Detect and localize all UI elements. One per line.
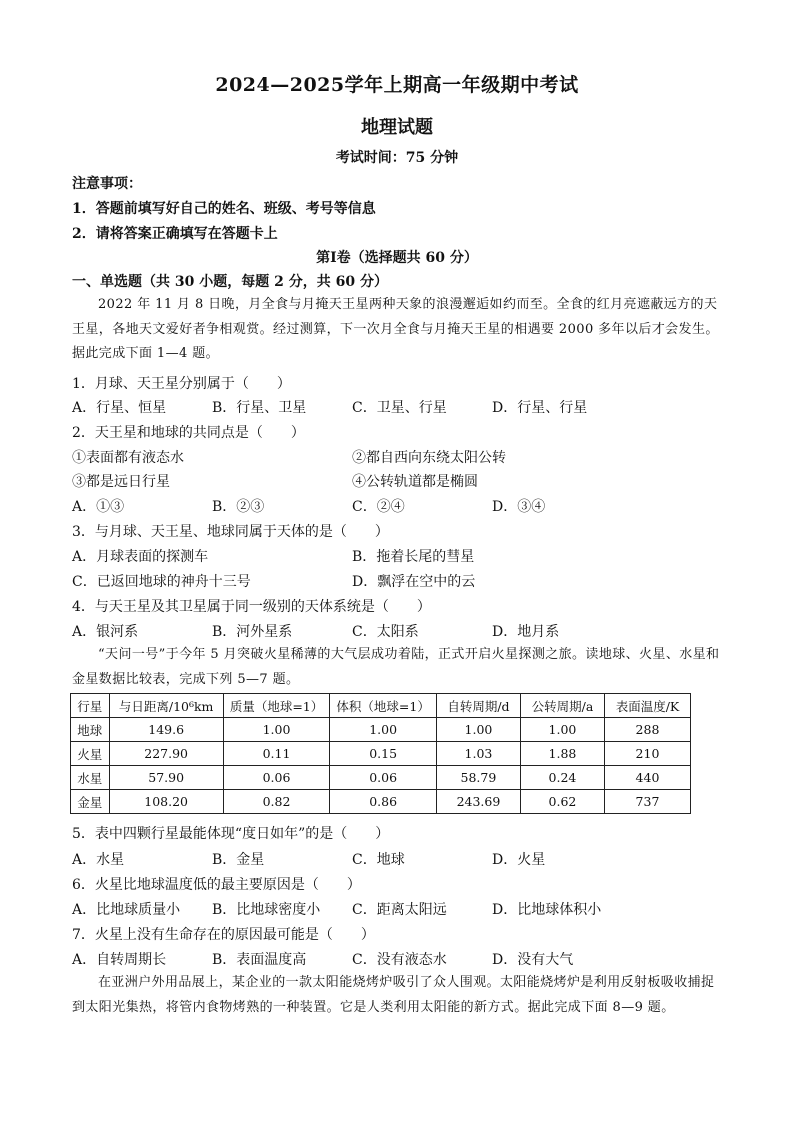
q1-option-d: D．行星、行星 <box>492 400 588 416</box>
table-row <box>71 790 691 814</box>
q2-statement-3: ③都是远日行星 <box>72 474 170 490</box>
question-6: 6．火星比地球温度低的最主要原因是（ ） <box>72 877 361 893</box>
question-3: 3．与月球、天王星、地球同属于天体的是（ ） <box>72 524 389 540</box>
q4-option-b: B．河外星系 <box>212 624 293 640</box>
table-cell: 0.86 <box>330 790 437 814</box>
q2-option-b: B．②③ <box>212 499 265 515</box>
q7-option-b: B．表面温度高 <box>212 952 307 968</box>
table-cell: 737 <box>604 790 690 814</box>
subject-title: 地理试题 <box>361 117 433 138</box>
table-cell: 57.90 <box>109 766 223 790</box>
question-5: 5．表中四颗行星最能体现“度日如年”的是（ ） <box>72 826 390 842</box>
table-cell: 1.00 <box>330 718 437 742</box>
q2-option-a: A．①③ <box>72 499 125 515</box>
table-cell: 1.00 <box>223 718 330 742</box>
table-cell: 288 <box>604 718 690 742</box>
table-header-cell: 质量（地球=1） <box>223 694 330 718</box>
q5-option-c: C．地球 <box>352 852 405 868</box>
q7-option-a: A．自转周期长 <box>72 952 167 968</box>
q1-option-a: A．行星、恒星 <box>72 400 167 416</box>
section-heading: 一、单选题（共 30 小题，每题 2 分，共 60 分） <box>72 274 388 290</box>
table-cell: 水星 <box>71 766 110 790</box>
q6-option-d: D．比地球体积小 <box>492 902 602 918</box>
q2-statement-1: ①表面都有液态水 <box>72 450 184 466</box>
q1-option-b: B．行星、卫星 <box>212 400 307 416</box>
q7-option-c: C．没有液态水 <box>352 952 447 968</box>
q5-option-a: A．水星 <box>72 852 125 868</box>
table-header-cell: 公转周期/a <box>520 694 604 718</box>
table-cell: 243.69 <box>436 790 520 814</box>
q2-statement-4: ④公转轨道都是椭圆 <box>352 474 478 490</box>
q2-option-c: C．②④ <box>352 499 405 515</box>
q3-option-b: B．拖着长尾的彗星 <box>352 549 475 565</box>
table-cell: 0.06 <box>223 766 330 790</box>
table-cell: 149.6 <box>109 718 223 742</box>
table-cell: 1.00 <box>436 718 520 742</box>
table-header-cell: 表面温度/K <box>604 694 690 718</box>
table-cell: 地球 <box>71 718 110 742</box>
table-header-cell: 体积（地球=1） <box>330 694 437 718</box>
table-cell: 0.11 <box>223 742 330 766</box>
passage-2: “天问一号”于今年 5 月突破火星稀薄的大气层成功着陆，正式开启火星探测之旅。读地球、火星、水星和金星数据比较表，完成下列 5—7 题。 <box>72 647 720 687</box>
q4-option-d: D．地月系 <box>492 624 560 640</box>
q2-option-d: D．③④ <box>492 499 546 515</box>
question-2: 2．天王星和地球的共同点是（ ） <box>72 425 305 441</box>
table-row <box>71 718 691 742</box>
q3-option-a: A．月球表面的探测车 <box>72 549 209 565</box>
table-cell: 210 <box>604 742 690 766</box>
table-cell: 0.82 <box>223 790 330 814</box>
q4-option-c: C．太阳系 <box>352 624 419 640</box>
q6-option-a: A．比地球质量小 <box>72 902 181 918</box>
q1-option-c: C．卫星、行星 <box>352 400 447 416</box>
table-cell: 火星 <box>71 742 110 766</box>
table-cell: 0.06 <box>330 766 437 790</box>
q5-option-b: B．金星 <box>212 852 265 868</box>
question-4: 4．与天王星及其卫星属于同一级别的天体系统是（ ） <box>72 599 431 615</box>
table-cell: 440 <box>604 766 690 790</box>
notes-heading: 注意事项： <box>72 176 142 192</box>
q5-option-d: D．火星 <box>492 852 546 868</box>
note-item-2: 2．请将答案正确填写在答题卡上 <box>72 226 278 242</box>
table-cell: 0.15 <box>330 742 437 766</box>
table-cell: 金星 <box>71 790 110 814</box>
planet-data-table <box>70 693 691 814</box>
table-cell: 227.90 <box>109 742 223 766</box>
table-cell: 1.03 <box>436 742 520 766</box>
passage-3: 在亚洲户外用品展上，某企业的一款太阳能烧烤炉吸引了众人围观。太阳能烧烤炉是利用反射板吸收捕捉到太阳光集热，将管内食物烤熟的一种装置。它是人类利用太阳能的新方式。据此完成下面 8—9 题。 <box>72 975 715 1015</box>
note-item-1: 1．答题前填写好自己的姓名、班级、考号等信息 <box>72 201 376 217</box>
table-cell: 1.88 <box>520 742 604 766</box>
table-cell: 0.62 <box>520 790 604 814</box>
q6-option-c: C．距离太阳远 <box>352 902 447 918</box>
q4-option-a: A．银河系 <box>72 624 139 640</box>
table-header-row <box>71 694 691 718</box>
q6-option-b: B．比地球密度小 <box>212 902 321 918</box>
q7-option-d: D．没有大气 <box>492 952 574 968</box>
q3-option-c: C．已返回地球的神舟十三号 <box>72 574 251 590</box>
table-header-cell: 自转周期/d <box>436 694 520 718</box>
table-header-cell: 与日距离/10⁶km <box>109 694 223 718</box>
table-row <box>71 766 691 790</box>
q2-statement-2: ②都自西向东绕太阳公转 <box>352 450 506 466</box>
q3-option-d: D．飘浮在空中的云 <box>352 574 476 590</box>
exam-time: 考试时间：75 分钟 <box>335 150 459 166</box>
table-cell: 0.24 <box>520 766 604 790</box>
question-1: 1．月球、天王星分别属于（ ） <box>72 376 291 392</box>
passage-1: 2022 年 11 月 8 日晚，月全食与月掩天王星两种天象的浪漫邂逅如约而至。全食的红月亮遮蔽远方的天王星，各地天文爱好者争相观赏。经过测算，下一次月全食与月掩天王星的相遇要 2000 多年以后才会发生。据此完成下面 1—4 题。 <box>72 297 719 361</box>
question-7: 7．火星上没有生命存在的原因最可能是（ ） <box>72 927 375 943</box>
table-header-cell: 行星 <box>71 694 110 718</box>
table-cell: 58.79 <box>436 766 520 790</box>
table-row <box>71 742 691 766</box>
volume-heading: 第Ⅰ卷（选择题共 60 分） <box>316 250 478 266</box>
table-cell: 108.20 <box>109 790 223 814</box>
table-cell: 1.00 <box>520 718 604 742</box>
exam-title: 2024—2025学年上期高一年级期中考试 <box>215 74 579 96</box>
